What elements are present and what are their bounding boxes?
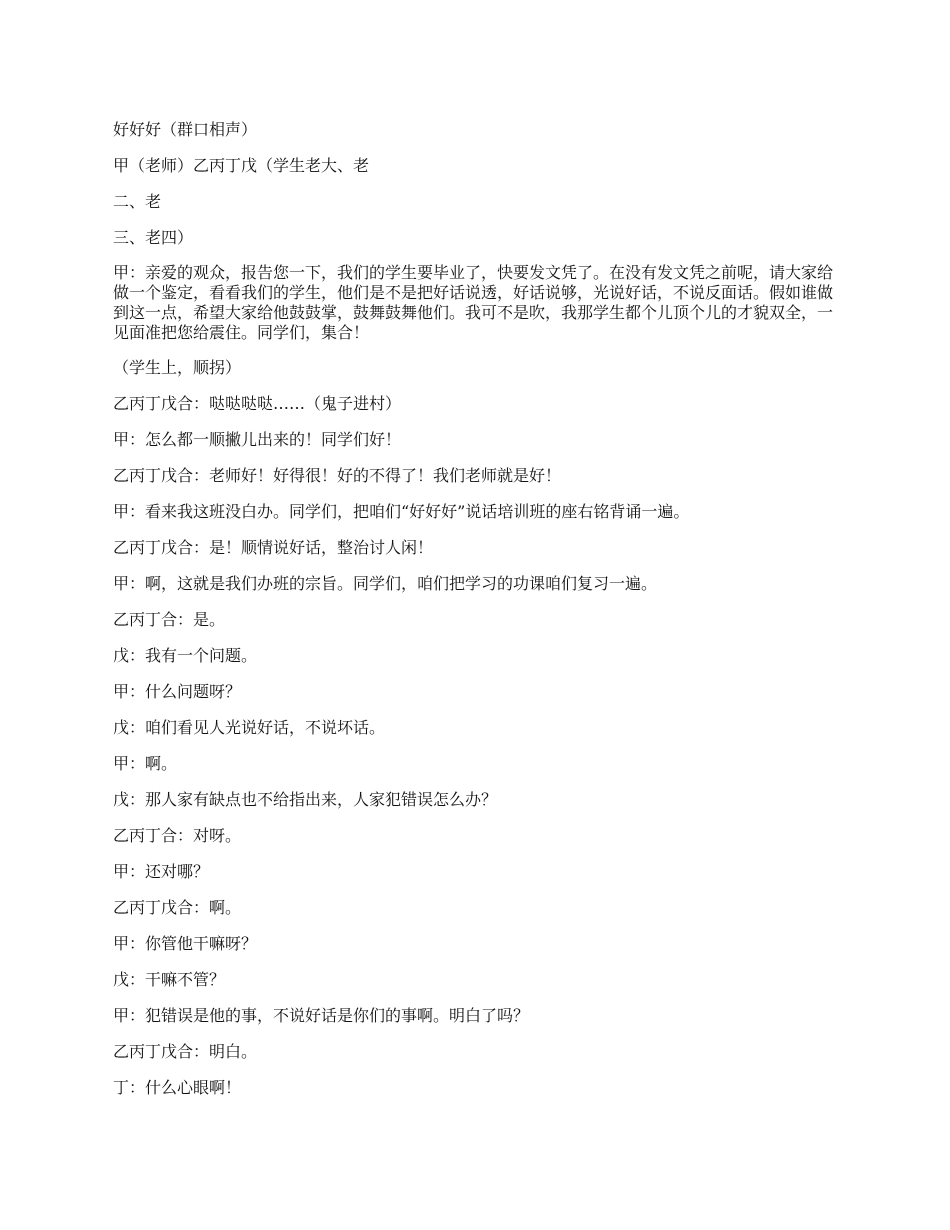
document-title: 好好好（群口相声） bbox=[113, 120, 258, 139]
paragraph: 丁：什么心眼啊！ bbox=[113, 1078, 242, 1097]
paragraph: 甲（老师）乙丙丁戊（学生老大、老 bbox=[113, 156, 370, 175]
paragraph: 戊：我有一个问题。 bbox=[113, 646, 258, 665]
paragraph: 乙丙丁戊合：啊。 bbox=[113, 898, 242, 917]
document-body bbox=[113, 119, 838, 1113]
paragraph: 戊：干嘛不管？ bbox=[113, 970, 226, 989]
paragraph: 二、老 bbox=[113, 192, 162, 211]
paragraph: 甲：怎么都一顺撇儿出来的！同学们好！ bbox=[113, 430, 402, 449]
paragraph: 乙丙丁戊合：哒哒哒哒……（鬼子进村） bbox=[113, 394, 402, 413]
paragraph: 乙丙丁戊合：明白。 bbox=[113, 1042, 258, 1061]
paragraph: 乙丙丁戊合：老师好！好得很！好的不得了！我们老师就是好！ bbox=[113, 466, 562, 485]
paragraph: （学生上，顺拐） bbox=[113, 358, 242, 377]
paragraph: 甲：什么问题呀？ bbox=[113, 682, 242, 701]
paragraph: 乙丙丁戊合：是！顺情说好话，整治讨人闲！ bbox=[113, 538, 434, 557]
paragraph: 乙丙丁合：是。 bbox=[113, 610, 226, 629]
paragraph: 甲：还对哪？ bbox=[113, 862, 210, 881]
paragraph: 乙丙丁合：对呀。 bbox=[113, 826, 242, 845]
paragraph: 戊：咱们看见人光说好话，不说坏话。 bbox=[113, 718, 386, 737]
paragraph: 甲：亲爱的观众，报告您一下，我们的学生要毕业了，快要发文凭了。在没有发文凭之前呢，请大家给做一个鉴定，看看我们的学生，他们是不是把好话说透，好话说够，光说好话，不说反面话。假如谁做到这一点，希望大家给他鼓鼓掌，鼓舞鼓舞他们。我可不是吹，我那学生都个儿顶个儿的才貌双全，一见面准把您给震住。同学们，集合！ bbox=[113, 263, 834, 342]
paragraph: 甲：啊。 bbox=[113, 754, 178, 773]
paragraph: 甲：犯错误是他的事，不说好话是你们的事啊。明白了吗？ bbox=[113, 1006, 530, 1025]
paragraph: 三、老四） bbox=[113, 228, 194, 247]
paragraph: 戊：那人家有缺点也不给指出来，人家犯错误怎么办？ bbox=[113, 790, 498, 809]
paragraph: 甲：看来我这班没白办。同学们，把咱们“好好好”说话培训班的座右铭背诵一遍。 bbox=[113, 502, 690, 521]
paragraph: 甲：你管他干嘛呀？ bbox=[113, 934, 258, 953]
paragraph: 甲：啊，这就是我们办班的宗旨。同学们，咱们把学习的功课咱们复习一遍。 bbox=[113, 574, 658, 593]
